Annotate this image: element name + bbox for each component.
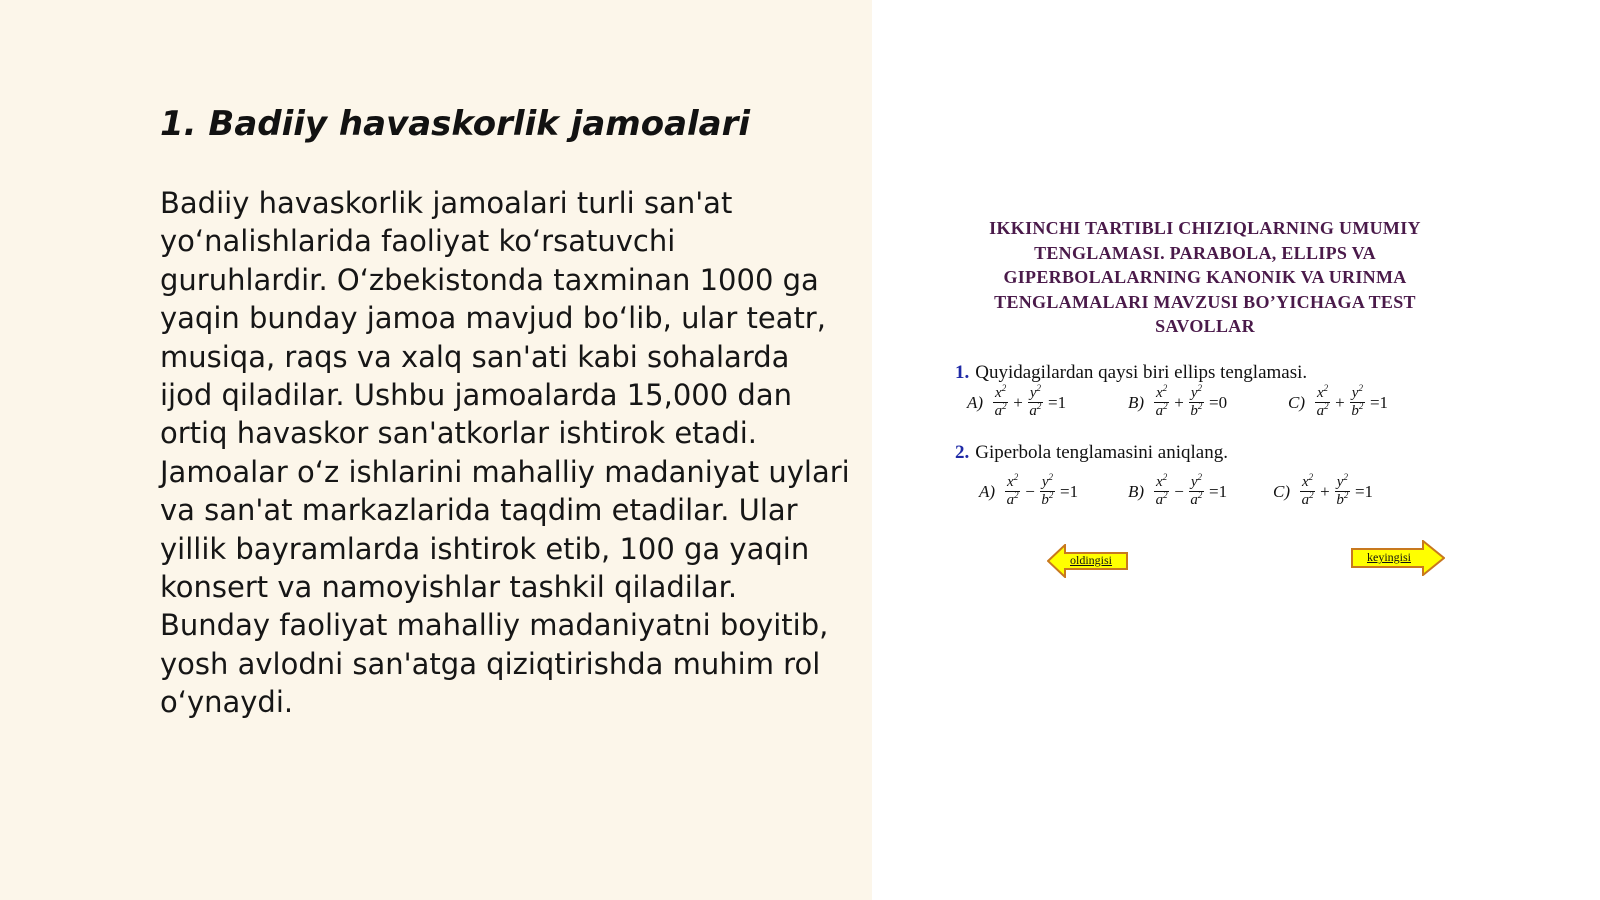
q2-option-b[interactable] (1128, 474, 1230, 509)
question-1 (955, 362, 1307, 384)
option-letter: C) (1273, 481, 1290, 501)
operator: − (1025, 481, 1035, 501)
question-text: Giperbola tenglamasini aniqlang. (975, 442, 1228, 463)
equation-rhs: =1 (1369, 392, 1389, 412)
equation-rhs: =1 (1354, 481, 1374, 501)
option-letter: A) (979, 481, 996, 501)
operator: + (1335, 392, 1345, 412)
fraction: $\frac{x^2}{a^2}$ (1155, 472, 1168, 508)
operator: + (1013, 392, 1023, 412)
option-letter: B) (1128, 481, 1145, 501)
fraction: $\frac{y^2}{a^2}$ (1190, 472, 1203, 508)
equation-rhs: =1 (1059, 481, 1079, 501)
operator: + (1174, 392, 1184, 412)
test-heading: IKKINCHI TARTIBLI CHIZIQLARNING UMUMIY TENGLAMASI. PARABOLA, ELLIPS VA GIPERBOLALARNING KANONIK VA URINMA TENGLAMALARI MAVZUSI BO’YICHAGA TEST SAVOLLAR (989, 218, 1421, 336)
question-2 (955, 442, 1228, 464)
slide-body-paragraph: Badiiy havaskorlik jamoalari turli san'at yo‘nalishlarida faoliyat ko‘rsatuvchi guruhlardir. O‘zbekistonda taxminan 1000 ga yaqin bunday jamoa mavjud bo‘lib, ular teatr, musiqa, raqs va xalq san'ati kabi sohalarda ijod qiladilar. Ushbu jamoalarda 15,000 dan ortiq havaskor san'atkorlar ishtirok etadi. Jamoalar o‘z ishlarini mahalliy madaniyat uylari va san'at markazlarida taqdim etadilar. Ular yillik bayramlarda ishtirok etib, 100 ga yaqin konsert va namoyishlar tashkil qiladilar. Bunday faoliyat mahalliy madaniyatni boyitib, yosh avlodni san'atga qiziqtirishda muhim rol o‘ynaydi. (160, 186, 850, 720)
fraction: $\frac{x^2}{a^2}$ (994, 383, 1007, 419)
fraction: $\frac{x^2}{a^2}$ (1006, 472, 1019, 508)
next-button-label: keyingisi (1367, 550, 1411, 564)
q1-option-a[interactable] (967, 385, 1069, 420)
question-text: Quyidagilardan qaysi biri ellips tenglamasi. (975, 362, 1308, 383)
slide-title: 1. Badiiy havaskorlik jamoalari (160, 104, 751, 144)
q1-option-b[interactable] (1128, 385, 1230, 420)
previous-button[interactable] (1047, 544, 1129, 578)
equation-rhs: =0 (1208, 392, 1228, 412)
next-button[interactable] (1351, 540, 1445, 576)
question-number: 2. (955, 442, 970, 463)
fraction: $\frac{y^2}{b^2}$ (1351, 383, 1364, 419)
operator: − (1174, 481, 1184, 501)
option-letter: A) (967, 392, 984, 412)
test-questions-image (945, 210, 1465, 590)
fraction: $\frac{y^2}{b^2}$ (1190, 383, 1203, 419)
operator: + (1320, 481, 1330, 501)
equation-rhs: =1 (1208, 481, 1228, 501)
option-letter: B) (1128, 392, 1145, 412)
fraction: $\frac{y^2}{b^2}$ (1041, 472, 1054, 508)
q1-option-c[interactable] (1288, 385, 1391, 420)
fraction: $\frac{x^2}{a^2}$ (1155, 383, 1168, 419)
fraction: $\frac{x^2}{a^2}$ (1316, 383, 1329, 419)
q2-option-a[interactable] (979, 474, 1081, 509)
equation-rhs: =1 (1047, 392, 1067, 412)
option-letter: C) (1288, 392, 1305, 412)
question-number: 1. (955, 362, 970, 383)
previous-button-label: oldingisi (1070, 553, 1113, 567)
fraction: $\frac{y^2}{a^2}$ (1029, 383, 1042, 419)
q2-option-c[interactable] (1273, 474, 1376, 509)
fraction: $\frac{y^2}{b^2}$ (1336, 472, 1349, 508)
fraction: $\frac{x^2}{a^2}$ (1301, 472, 1314, 508)
